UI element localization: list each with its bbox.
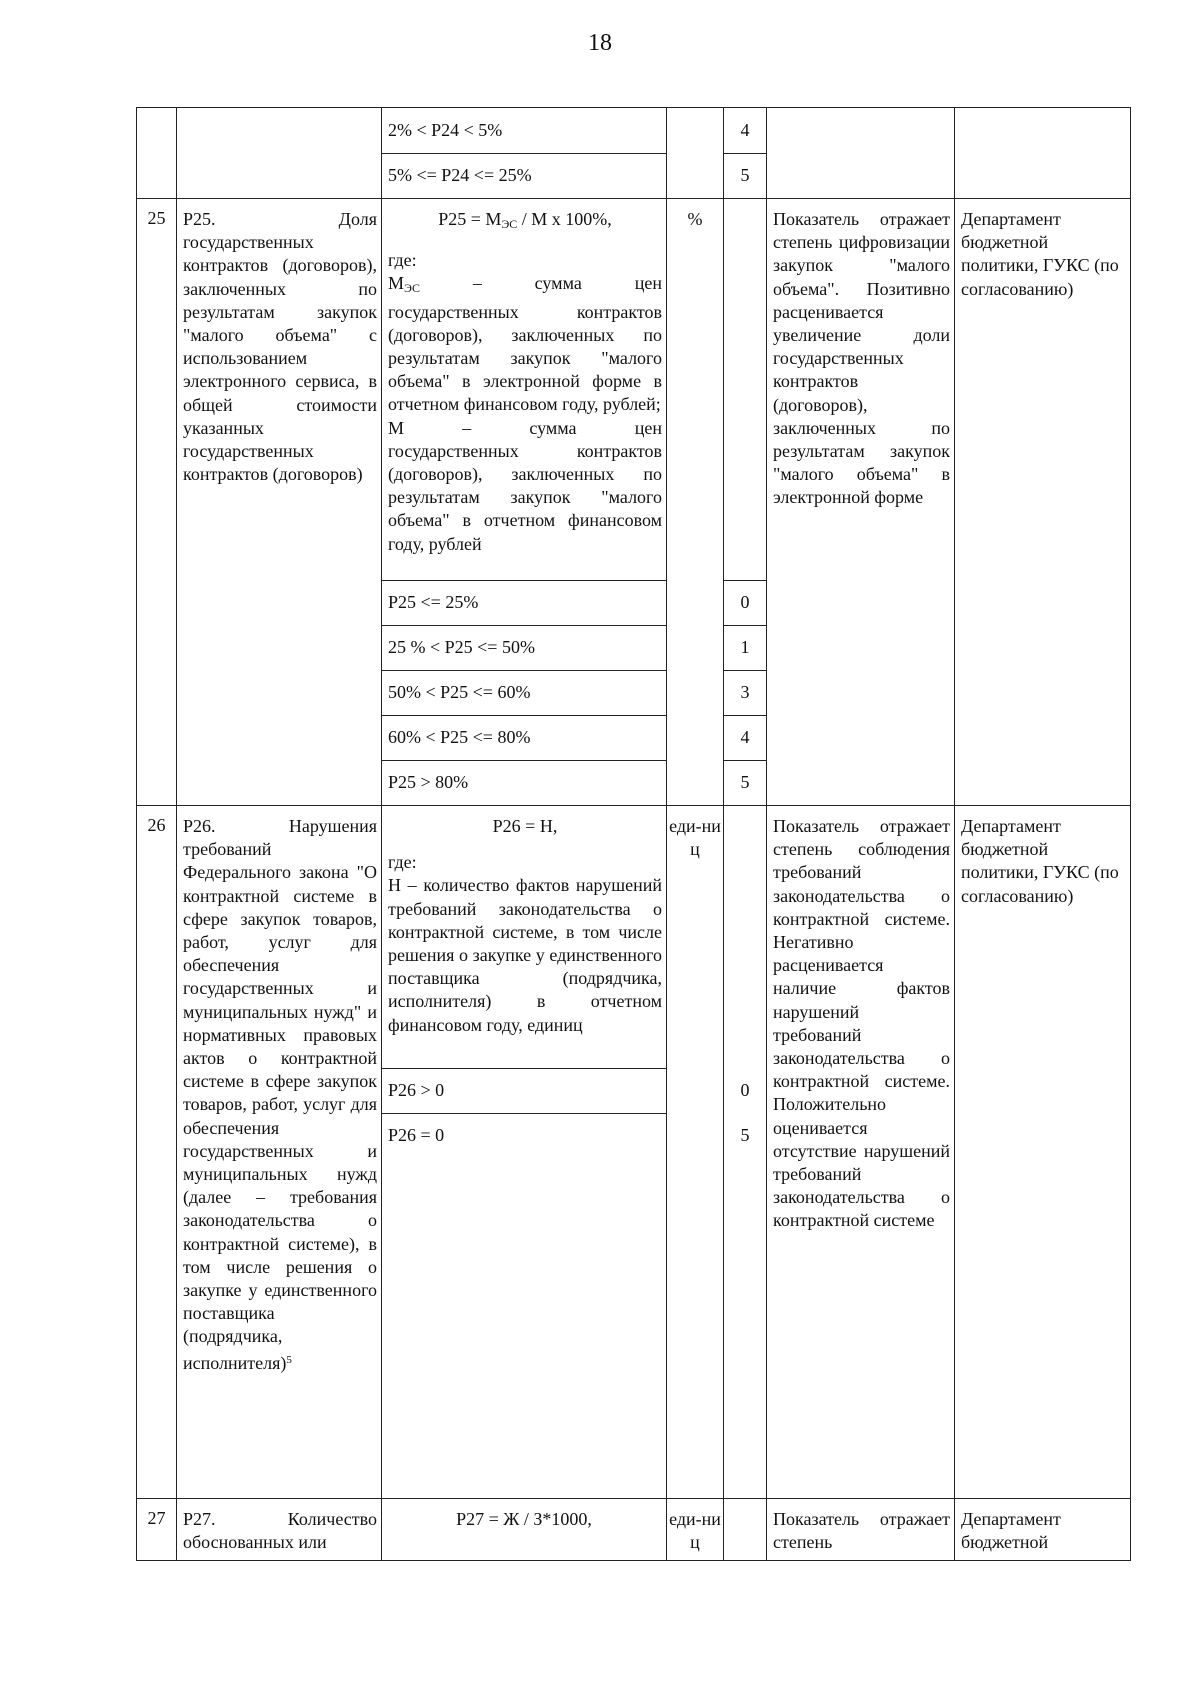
row25-formula-block bbox=[382, 199, 666, 564]
row25-range-2: 25 % < P25 <= 50% bbox=[382, 625, 666, 670]
row26-score-2: 5 bbox=[740, 1124, 750, 1145]
indicators-table bbox=[136, 107, 1131, 1561]
row27-unit: еди-ниц bbox=[667, 1499, 724, 1561]
row24-name-cell bbox=[177, 108, 382, 199]
row26-formula-block bbox=[382, 806, 666, 1068]
row27-indicator-name: P27. Количество обоснованных или bbox=[177, 1499, 382, 1561]
row26-formula: P26 = H, bbox=[492, 816, 558, 836]
row26-range-2: P26 = 0 bbox=[382, 1113, 666, 1158]
row27-number: 27 bbox=[137, 1499, 177, 1561]
table-row-24-tail bbox=[137, 108, 1131, 199]
row27-formula: P27 = Ж / З*1000, bbox=[382, 1499, 667, 1561]
row25-range-5: P25 > 80% bbox=[382, 760, 666, 805]
row24-score-2: 5 bbox=[724, 153, 766, 198]
row26-range-1: P26 > 0 bbox=[382, 1068, 666, 1113]
row25-range-4: 60% < P25 <= 80% bbox=[382, 715, 666, 760]
table-row-26 bbox=[137, 806, 1131, 1499]
table-row-25 bbox=[137, 199, 1131, 806]
row25-description: Показатель отражает степень цифровизации закупок "малого объема". Позитивно расценивается увеличение доли государственных контрактов (договоров), заключенных по результатам закупок "малого объема" в электронной форме bbox=[767, 199, 955, 806]
row26-department: Департамент бюджетной политики, ГУКС (по согласованию) bbox=[955, 806, 1131, 1499]
row24-range-2: 5% <= P24 <= 25% bbox=[382, 153, 666, 198]
row25-formula: $P25 = M_{ЭС} / M$ x 100%, bbox=[438, 209, 612, 231]
row26-where: где: bbox=[388, 852, 417, 873]
row26-unit: еди-ниц bbox=[667, 806, 724, 1499]
row27-department: Департамент бюджетной bbox=[955, 1499, 1131, 1561]
row25-unit: % bbox=[667, 199, 724, 806]
row26-footnote-mark: 5 bbox=[286, 1353, 292, 1366]
row25-score-1: 0 bbox=[724, 580, 766, 625]
row25-var2-text: государственных контрактов (договоров), заключенных по результатам закупок "малого объема" в отчетном финансовом году, рублей bbox=[388, 440, 662, 554]
row25-score-2: 1 bbox=[724, 625, 766, 670]
page-number: 18 bbox=[588, 30, 612, 56]
row26-score-1: 0 bbox=[740, 1079, 750, 1100]
row25-indicator-name: P25. Доля государственных контрактов (договоров), заключенных по результатам закупок "малого объема" с использованием электронного сервиса, в общей стоимости указанных государственных контрактов (договоров) bbox=[177, 199, 382, 806]
row24-num-cell bbox=[137, 108, 177, 199]
row25-department: Департамент бюджетной политики, ГУКС (по согласованию) bbox=[955, 199, 1131, 806]
row25-where: где: bbox=[388, 250, 417, 271]
row26-description: Показатель отражает степень соблюдения требований законодательства о контрактной системе. Негативно расценивается наличие фактов нарушений требований законодательства о контрактной системе. Положительно оценивается отсутствие нарушений требований законодательства о контрактной системе bbox=[767, 806, 955, 1499]
row24-range-1: 2% < P24 < 5% bbox=[388, 119, 503, 140]
row26-indicator-name: P26. Нарушения требований Федерального закона "О контрактной системе в сфере закупок товаров, работ, услуг для обеспечения государственных и муниципальных нужд" и нормативных правовых актов о контрактной системе в сфере закупок товаров, работ, услуг для обеспечения государственных и муниципальных нужд (далее – требования законодательства о контрактной системе), в том числе решения о закупке у единственного поставщика (подрядчика, исполнителя) bbox=[183, 816, 377, 1373]
row25-score-4: 4 bbox=[724, 715, 766, 760]
row24-score-1: 4 bbox=[740, 119, 750, 140]
row25-score-3: 3 bbox=[724, 670, 766, 715]
row25-score-5: 5 bbox=[724, 760, 766, 805]
row25-var1-line: $M_{ЭС}$ – сумма цен bbox=[388, 273, 662, 296]
row27-description: Показатель отражает степень bbox=[767, 1499, 955, 1561]
row25-var1-text: государственных контрактов (договоров), заключенных по результатам закупок "малого объема" в электронной форме в отчетном финансовом году, рублей; bbox=[388, 301, 662, 415]
row26-var1-text: H – количество фактов нарушений требований законодательства о контрактной системе, в том числе решения о закупке у единственного поставщика (подрядчика, исполнителя) в отчетном финансовом году, единиц bbox=[388, 875, 662, 1035]
table-row-27 bbox=[137, 1499, 1131, 1561]
row25-range-1: P25 <= 25% bbox=[382, 580, 666, 625]
row26-number: 26 bbox=[137, 806, 177, 1499]
row25-number: 25 bbox=[137, 199, 177, 806]
row25-var2-line: M – сумма цен bbox=[388, 417, 662, 438]
row25-range-3: 50% < P25 <= 60% bbox=[382, 670, 666, 715]
